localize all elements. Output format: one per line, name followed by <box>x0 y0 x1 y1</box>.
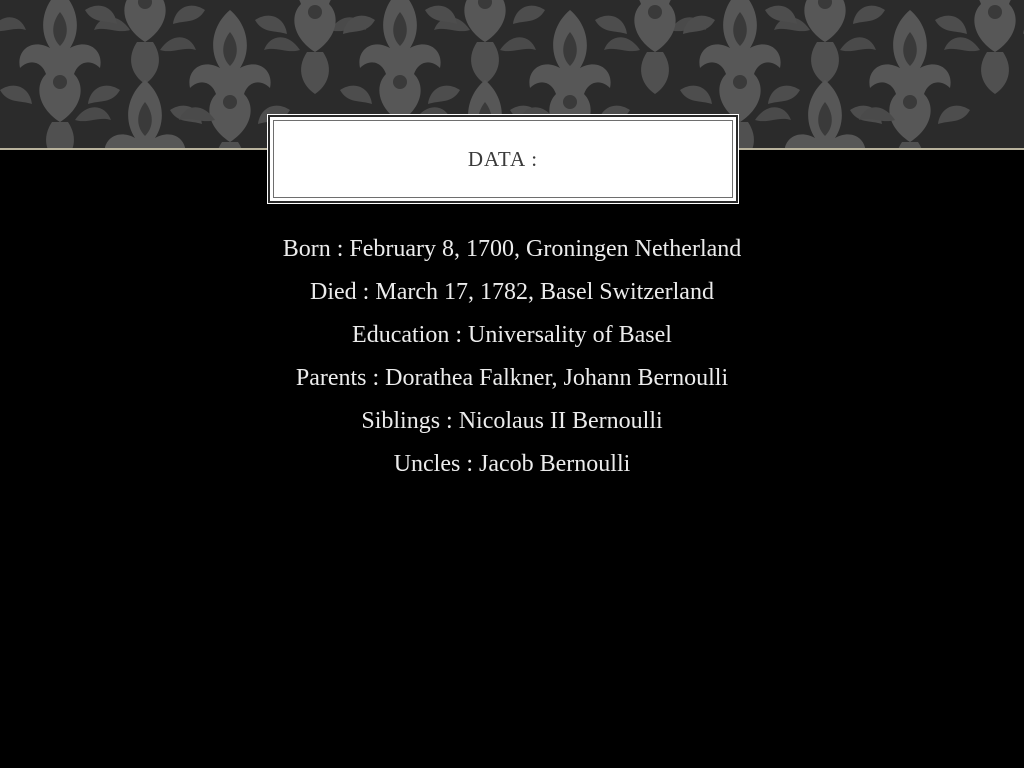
died-line: Died : March 17, 1782, Basel Switzerland <box>310 279 714 305</box>
education-line: Education : Universality of Basel <box>352 322 672 348</box>
uncles-line: Uncles : Jacob Bernoulli <box>393 451 631 477</box>
slide-body <box>0 228 1024 486</box>
parents-line: Parents : Dorathea Falkner, Johann Bernoulli <box>295 365 729 391</box>
slide-title: DATA : <box>467 146 539 171</box>
title-box <box>268 115 738 203</box>
siblings-line: Siblings : Nicolaus II Bernoulli <box>361 408 663 434</box>
born-line: Born : February 8, 1700, Groningen Netherland <box>282 236 742 262</box>
